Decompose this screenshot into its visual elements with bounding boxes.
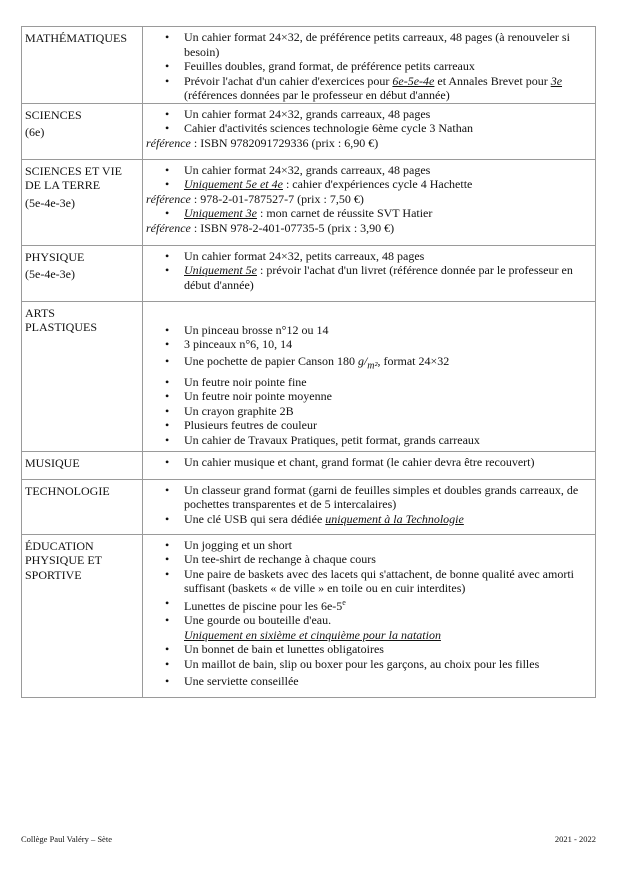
list-item: • Un cahier format 24×32, de préférence petits carreaux, 48 pages (à renouveler si besoin)	[146, 30, 592, 59]
row-arts-plastiques	[22, 301, 596, 451]
subject-name: SCIENCES	[25, 107, 82, 122]
subject-name: PHYSIQUE ET	[25, 553, 102, 567]
subject-name: ARTS	[25, 305, 55, 320]
list-item: • Un jogging et un short	[146, 538, 592, 553]
subject-levels: (6e)	[25, 125, 45, 139]
subject-name: DE LA TERRE	[25, 178, 101, 192]
list-item: • Une serviette conseillée	[146, 674, 592, 689]
footer-year: 2021 - 2022	[554, 834, 596, 844]
subject-name: MUSIQUE	[25, 455, 80, 470]
items-cell	[143, 245, 596, 301]
unit-fraction: $g/_{m^2}$	[357, 353, 378, 371]
subject-name: SCIENCES ET VIE	[25, 163, 122, 178]
row-mathematiques	[22, 27, 596, 104]
row-physique	[22, 245, 596, 301]
list-item: • Un crayon graphite 2B	[146, 404, 592, 419]
subject-name: ÉDUCATION	[25, 538, 94, 553]
list-item: • Un cahier musique et chant, grand format (le cahier devra être recouvert)	[146, 455, 592, 470]
reference-line: référence : ISBN 978-2-401-07735-5 (prix : 3,90 €)	[146, 220, 395, 235]
subject-cell	[22, 245, 143, 301]
list-item: • 3 pinceaux n°6, 10, 14	[146, 337, 592, 352]
list-item: • Une clé USB qui sera dédiée uniquement à la Technologie	[146, 512, 592, 527]
list-item: • Un classeur grand format (garni de feuilles simples et doubles grands carreaux, de pochettes transparentes et de 5 intercalaires)	[146, 483, 592, 512]
subject-cell	[22, 301, 143, 451]
items-cell	[143, 534, 596, 697]
list-item: • Cahier d'activités sciences technologie 6ème cycle 3 Nathan	[146, 121, 592, 136]
subject-name: PLASTIQUES	[25, 320, 98, 334]
list-item: • Uniquement 5e : prévoir l'achat d'un livret (référence donnée par le professeur en début d'année)	[146, 263, 592, 292]
subject-cell	[22, 451, 143, 479]
items-cell	[143, 27, 596, 104]
note-line: Uniquement en sixième et cinquième pour la natation	[184, 627, 441, 642]
items-cell	[143, 451, 596, 479]
list-item: • Plusieurs feutres de couleur	[146, 418, 592, 433]
subject-levels: (5e-4e-3e)	[25, 195, 75, 210]
footer-school: Collège Paul Valéry – Sète	[21, 834, 112, 844]
subject-name: SPORTIVE	[25, 567, 82, 582]
subject-cell	[22, 103, 143, 159]
row-svt	[22, 159, 596, 245]
list-item: • Un tee-shirt de rechange à chaque cours	[146, 552, 592, 567]
list-item: • Une paire de baskets avec des lacets qui s'attachent, de bonne qualité avec amorti suffisant (baskets « de ville » en toile ou en cuir interdites)	[146, 567, 592, 596]
subject-cell	[22, 479, 143, 534]
list-item: • Feuilles doubles, grand format, de préférence petits carreaux	[146, 59, 592, 74]
row-sciences	[22, 103, 596, 159]
subject-name: PHYSIQUE	[25, 249, 85, 264]
subject-name: TECHNOLOGIE	[25, 483, 110, 498]
reference-line: référence : 978-2-01-787527-7 (prix : 7,50 €)	[146, 191, 364, 206]
list-item: • Un cahier format 24×32, grands carreaux, 48 pages	[146, 107, 592, 122]
subject-name: MATHÉMATIQUES	[25, 31, 127, 45]
list-item: • Un bonnet de bain et lunettes obligatoires	[146, 642, 592, 657]
list-item: • Lunettes de piscine pour les 6e-5e	[146, 596, 592, 614]
supplies-table	[21, 26, 596, 698]
subject-cell	[22, 534, 143, 697]
subject-levels: (5e-4e-3e)	[25, 267, 75, 281]
list-item: • Un pinceau brosse n°12 ou 14	[146, 323, 592, 338]
items-cell	[143, 301, 596, 451]
list-item: • Une gourde ou bouteille d'eau.	[146, 613, 592, 628]
list-item: • Un cahier format 24×32, petits carreaux, 48 pages	[146, 249, 592, 264]
list-item: • Uniquement 5e et 4e : cahier d'expériences cycle 4 Hachette	[146, 177, 592, 192]
items-cell	[143, 479, 596, 534]
row-technologie	[22, 479, 596, 534]
subject-cell	[22, 27, 143, 104]
subject-cell	[22, 159, 143, 245]
items-cell	[143, 103, 596, 159]
list-item: • Prévoir l'achat d'un cahier d'exercices pour 6e-5e-4e et Annales Brevet pour 3e (références données par le professeur en début d'année)	[146, 74, 592, 103]
row-musique	[22, 451, 596, 479]
list-item: • Un feutre noir pointe fine	[146, 375, 592, 390]
list-item: • Un maillot de bain, slip ou boxer pour les garçons, au choix pour les filles	[146, 657, 592, 672]
reference-line: référence : ISBN 9782091729336 (prix : 6,90 €)	[146, 135, 379, 150]
list-item: • Uniquement 3e : mon carnet de réussite SVT Hatier	[146, 206, 592, 221]
list-item: • Un cahier de Travaux Pratiques, petit format, grands carreaux	[146, 433, 592, 448]
row-eps	[22, 534, 596, 697]
list-item: • Une pochette de papier Canson 180 $g/_{m^2}$, format 24×32	[146, 352, 592, 375]
items-cell	[143, 159, 596, 245]
list-item: • Un cahier format 24×32, grands carreaux, 48 pages	[146, 163, 592, 178]
list-item: • Un feutre noir pointe moyenne	[146, 389, 592, 404]
